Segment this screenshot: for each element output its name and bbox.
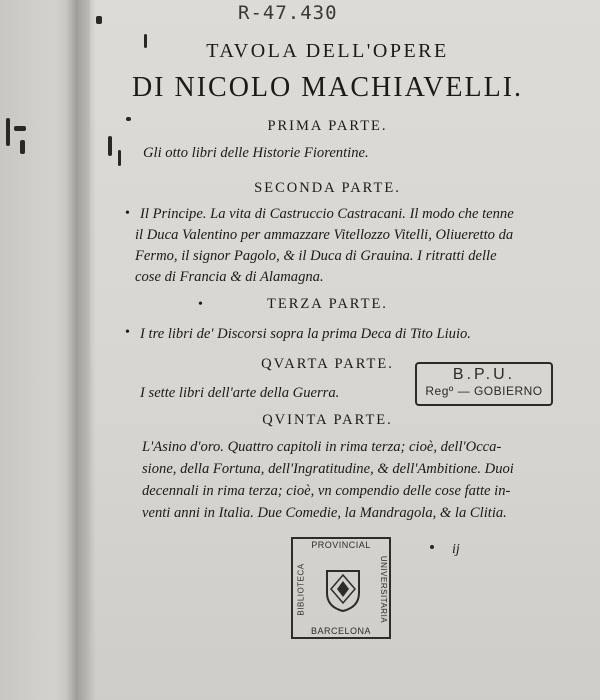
bpu-ownership-stamp (415, 362, 553, 406)
ink-speck (20, 140, 25, 154)
part-entry-line: sione, della Fortuna, dell'Ingratitudine, & dell'Ambitione. Duoi (142, 461, 514, 477)
part-heading: QVINTA PARTE. (262, 412, 393, 428)
bullet-mark: • (125, 325, 130, 340)
part-entry-line: Fermo, il signor Pagolo, & il Duca di Grauina. I ritratti delle (135, 248, 497, 264)
part-entry-line: Il Principe. La vita di Castruccio Castracani. Il modo che tenne (140, 206, 514, 222)
crest-icon (323, 567, 363, 613)
stamp-text: PROVINCIAL (311, 540, 371, 550)
ink-speck (96, 16, 102, 24)
part-heading: TERZA PARTE. (267, 296, 388, 312)
part-entry-line: I sette libri dell'arte della Guerra. (140, 385, 340, 401)
stamp-text: BARCELONA (310, 626, 372, 636)
stamp-text: UNIVERSITARIA (378, 555, 388, 624)
bullet-mark: • (198, 297, 203, 312)
part-entry-line: cose di Francia & di Alamagna. (135, 269, 324, 285)
stamp-text: B.P.U. (452, 366, 516, 383)
part-entry-line: il Duca Valentino per ammazzare Vitellozzo Vitelli, Oliueretto da (135, 227, 514, 243)
part-heading: QVARTA PARTE. (261, 356, 394, 372)
book-gutter (66, 0, 96, 700)
stamp-text: Regº — GOBIERNO (425, 384, 543, 398)
shelfmark: R-47.430 (238, 2, 338, 24)
part-entry-line: I tre libri de' Discorsi sopra la prima Deca di Tito Liuio. (140, 326, 471, 342)
part-heading: SECONDA PARTE. (254, 180, 401, 196)
library-stamp (291, 537, 391, 639)
ink-speck (430, 545, 434, 549)
part-entry-line: decennali in rima terza; cioè, vn compendio delle cose fatte in- (142, 483, 511, 499)
ink-speck (118, 150, 121, 166)
page-title-author: DI NICOLO MACHIAVELLI. (131, 72, 524, 103)
ink-speck (108, 136, 112, 156)
bullet-mark: • (125, 206, 130, 221)
page-title-line1: TAVOLA DELL'OPERE (206, 40, 449, 62)
signature-mark: ij (452, 542, 460, 557)
part-heading: PRIMA PARTE. (267, 118, 388, 134)
part-entry-line: venti anni in Italia. Due Comedie, la Mandragola, & la Clitia. (142, 505, 507, 521)
part-entry-line: L'Asino d'oro. Quattro capitoli in rima terza; cioè, dell'Occa- (142, 439, 502, 455)
stamp-text: BIBLIOTECA (296, 563, 306, 616)
part-entry-line: Gli otto libri delle Historie Fiorentine. (143, 145, 369, 161)
